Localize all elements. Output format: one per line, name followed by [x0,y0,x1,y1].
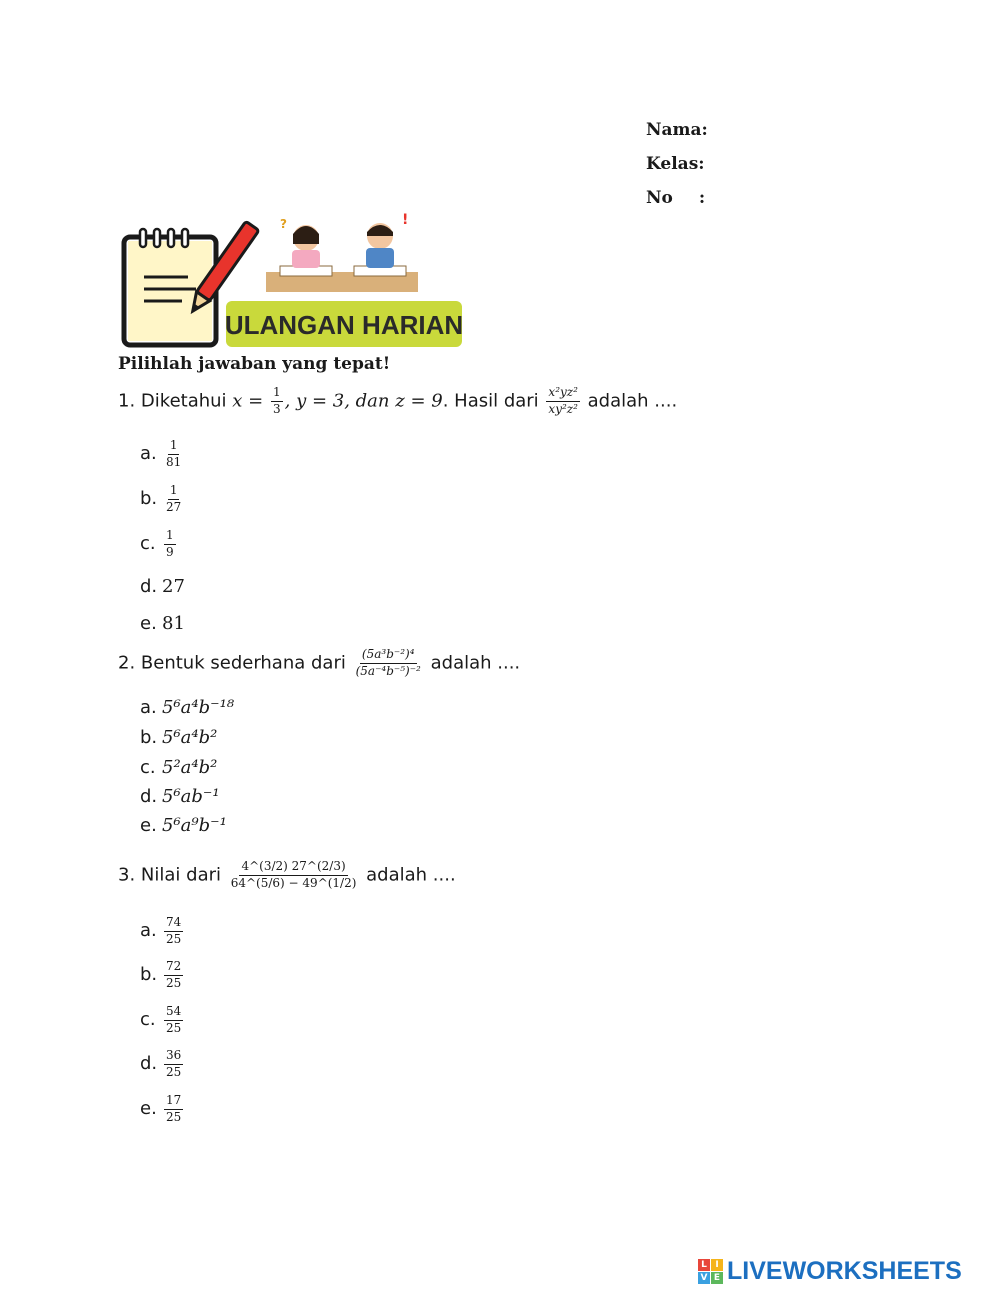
option-num: 17 [164,1094,183,1110]
option-label: e. [140,613,157,634]
q2-text-start: Bentuk sederhana dari [140,652,346,674]
q3-text-end: adalah .... [366,864,456,886]
q1-expression [546,386,580,417]
students-illustration [262,210,422,296]
q1-number: 1. [118,390,136,412]
q1-x-eq: x = [232,390,264,412]
q3-option-d[interactable] [140,1049,185,1080]
option-label: d. [140,1053,158,1075]
q2-option-e[interactable] [140,815,227,836]
students-reading-icon [262,210,422,296]
q2-expr-num: (5a³b⁻²)⁴ [360,648,417,664]
option-den: 25 [166,1064,182,1079]
question-2 [118,648,520,679]
q3-expr-den: 64^(5/6) − 49^(1/2) [230,875,357,890]
q1-text-mid: . Hasil dari [442,390,539,412]
option-num: 1 [164,529,176,545]
option-num: 1 [168,484,180,500]
option-label: d. [140,576,158,597]
option-value: 81 [162,613,185,634]
q3-text-start: Nilai dari [140,864,221,886]
option-label: c. [140,757,156,778]
option-label: a. [140,443,157,465]
option-num: 72 [164,960,183,976]
q1-option-d[interactable] [140,576,185,597]
banner-title: ULANGAN HARIAN [224,310,464,340]
q1-x-fraction [271,386,283,417]
option-num: 54 [164,1005,183,1021]
option-value: 27 [162,576,185,597]
option-label: b. [140,727,158,748]
option-den: 25 [166,931,182,946]
footer-brand[interactable] [698,1256,994,1286]
logo-letter-v: V [698,1272,710,1284]
q2-expression [354,648,423,679]
question-3 [118,860,456,891]
option-label: c. [140,533,156,555]
q2-option-c[interactable] [140,757,217,778]
q1-x-num: 1 [271,386,283,402]
q1-option-c[interactable] [140,529,178,560]
option-num: 74 [164,916,183,932]
q2-option-a[interactable] [140,697,234,718]
option-label: b. [140,964,158,986]
svg-text:!: ! [402,212,409,228]
svg-text:?: ? [280,217,287,231]
option-value: 5⁶a⁴b² [162,727,218,748]
q1-x-den: 3 [272,401,281,416]
logo-letter-l: L [698,1259,710,1271]
q3-option-e[interactable] [140,1094,185,1125]
q2-number: 2. [118,652,136,674]
q1-option-b[interactable] [140,484,185,515]
question-1 [118,386,677,417]
q3-number: 3. [118,864,136,886]
q3-option-b[interactable] [140,960,185,991]
option-den: 27 [166,499,182,514]
option-fraction [164,916,183,947]
option-value: 5²a⁴b² [162,757,218,778]
q1-y-part: , y = 3, dan [284,390,390,412]
q2-option-b[interactable] [140,727,217,748]
option-den: 25 [166,1109,182,1124]
name-label: Nama: [646,120,708,140]
option-value: 5⁶a⁹b⁻¹ [162,815,227,836]
option-num: 1 [168,439,180,455]
q2-text-end: adalah .... [430,652,521,674]
number-label-colon: : [698,188,706,208]
option-fraction [164,1005,183,1036]
logo-letter-e: E [711,1272,723,1284]
option-value: 5⁶a⁴b⁻¹⁸ [162,697,235,718]
q1-expr-den: xy²z² [548,401,578,416]
q1-text-end: adalah .... [587,390,678,412]
option-fraction [164,529,176,560]
number-label-text: No [646,188,673,208]
option-fraction [164,439,183,470]
q2-expr-den: (5a⁻⁴b⁻⁵)⁻² [355,663,421,678]
q1-z-part: z = 9 [395,390,443,412]
option-label: c. [140,1009,156,1031]
option-fraction [164,484,183,515]
instruction-text: Pilihlah jawaban yang tepat! [118,354,391,374]
q3-option-a[interactable] [140,916,185,947]
option-num: 36 [164,1049,183,1065]
option-label: e. [140,815,157,836]
class-label: Kelas: [646,154,705,174]
q2-option-d[interactable] [140,786,220,807]
q1-expr-num: x²yz² [546,386,580,402]
option-den: 25 [166,1020,182,1035]
option-den: 9 [166,544,174,559]
option-fraction [164,1094,183,1125]
option-den: 81 [166,454,182,469]
q3-option-c[interactable] [140,1005,185,1036]
q1-option-a[interactable] [140,439,185,470]
option-label: a. [140,920,157,942]
number-label [646,188,705,208]
q3-expression [229,860,359,891]
option-label: d. [140,786,158,807]
liveworksheets-logo-icon [698,1259,723,1284]
q1-option-e[interactable] [140,613,185,634]
option-label: e. [140,1098,157,1120]
option-value: 5⁶ab⁻¹ [162,786,220,807]
option-fraction [164,960,183,991]
option-den: 25 [166,975,182,990]
option-fraction [164,1049,183,1080]
q3-expr-num: 4^(3/2) 27^(2/3) [239,860,347,876]
footer-brand-text: LIVEWORKSHEETS [727,1256,962,1285]
logo-letter-i: I [711,1259,723,1271]
option-label: a. [140,697,157,718]
q1-text-start: Diketahui [140,390,227,412]
option-label: b. [140,488,158,510]
